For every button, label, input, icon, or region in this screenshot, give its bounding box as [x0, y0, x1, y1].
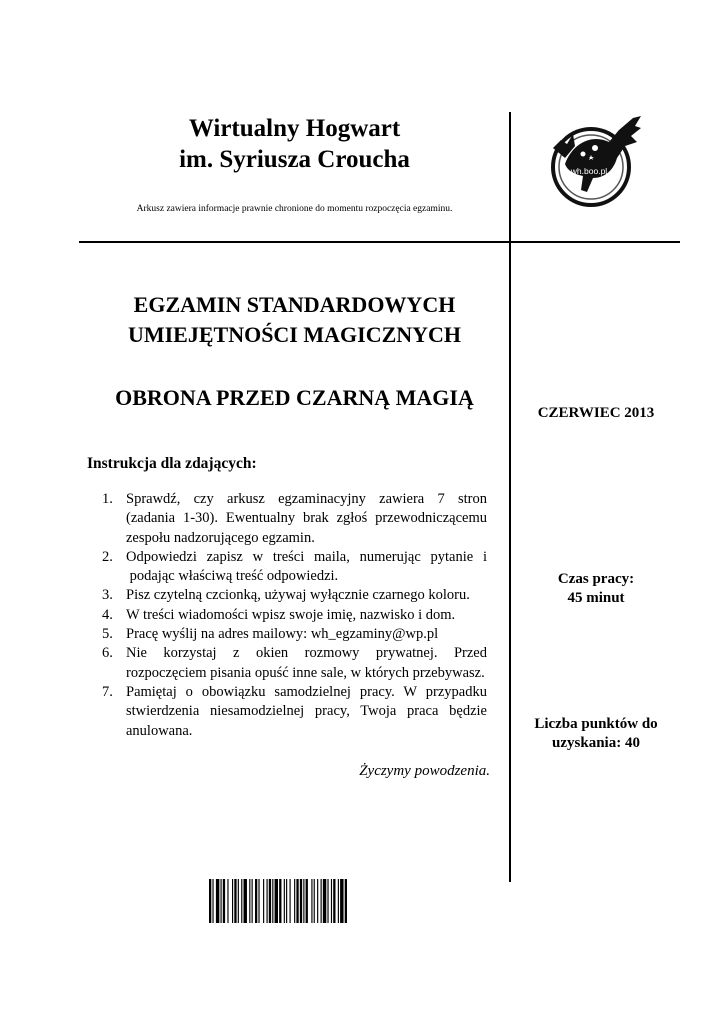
barcode-bar — [303, 879, 304, 923]
barcode-bar — [234, 879, 236, 923]
owl-seal-logo-icon — [545, 112, 645, 212]
barcode-bar — [258, 879, 259, 923]
exam-title-line1: EGZAMIN STANDARDOWYCH — [133, 292, 456, 317]
exam-duration — [511, 570, 681, 608]
vertical-divider — [509, 112, 511, 882]
barcode-bar — [314, 879, 315, 923]
barcode-bar — [279, 879, 281, 923]
instruction-item-5 — [102, 625, 487, 644]
instruction-number: 7. — [102, 683, 113, 700]
barcode-bar — [267, 879, 268, 923]
max-points — [511, 715, 681, 753]
instruction-item-7 — [102, 683, 487, 741]
barcode-bar — [241, 879, 242, 923]
duration-value: 45 minut — [567, 590, 625, 606]
barcode-bar — [275, 879, 278, 923]
instructions-list — [102, 490, 487, 741]
confidentiality-notice: Arkusz zawiera informacje prawnie chronione do momentu rozpoczęcia egzaminu. — [136, 204, 453, 214]
instructions-heading: Instrukcja dla zdających: — [87, 455, 257, 472]
instruction-item-6 — [102, 644, 487, 683]
instruction-item-3 — [102, 586, 487, 605]
school-name-line1: Wirtualny Hogwart — [188, 115, 401, 142]
points-line2: uzyskania: 40 — [552, 735, 640, 751]
barcode-bar — [345, 879, 347, 923]
barcode-bar — [331, 879, 332, 923]
barcode-bar — [212, 879, 213, 923]
barcode-bar — [338, 879, 339, 923]
instruction-number: 5. — [102, 626, 113, 643]
barcode-bar — [221, 879, 222, 923]
barcode-bar — [232, 879, 233, 923]
barcode-bar — [290, 879, 291, 923]
instruction-item-4 — [102, 606, 487, 625]
barcode-bar — [238, 879, 239, 923]
barcode-bar — [249, 879, 250, 923]
barcode-bar — [284, 879, 285, 923]
instruction-number: 4. — [102, 606, 113, 623]
exam-date: CZERWIEC 2013 — [537, 405, 655, 421]
barcode-bar — [327, 879, 328, 923]
instruction-line: Sprawdź, czy arkusz egzaminacyjny zawiera 7 stron — [126, 491, 487, 507]
instruction-item-1 — [102, 490, 487, 548]
closing-wish: Życzymy powodzenia. — [359, 763, 490, 779]
barcode-bar — [296, 879, 298, 923]
barcode-bar — [306, 879, 308, 923]
barcode-bar — [300, 879, 302, 923]
barcode-bar — [216, 879, 219, 923]
barcode-bar — [223, 879, 225, 923]
instruction-line: zespołu nadzorującego egzamin. — [126, 529, 315, 546]
instruction-line: rozpoczęciem pisania opuść inne sale, w których przebywasz. — [126, 664, 485, 681]
barcode-bar — [340, 879, 343, 923]
exam-title — [80, 290, 509, 350]
instruction-line: anulowana. — [126, 722, 193, 739]
barcode-bar — [263, 879, 264, 923]
instruction-line: Odpowiedzi zapisz w treści maila, numerując pytanie i — [126, 548, 487, 565]
duration-label: Czas pracy: — [557, 571, 635, 587]
instruction-number: 6. — [102, 645, 113, 662]
horizontal-divider — [79, 241, 680, 243]
instruction-line: Nie korzystaj z okien rozmowy prywatnej. Przed — [126, 645, 487, 662]
instruction-line: Pracę wyślij na adres mailowy: wh_egzaminy@wp.pl — [126, 626, 439, 643]
school-name — [80, 113, 509, 175]
logo-text: wh.boo.pl — [570, 166, 608, 176]
school-name-line2: im. Syriusza Croucha — [179, 146, 410, 173]
barcode-bar — [323, 879, 326, 923]
barcode-bar — [311, 879, 312, 923]
instruction-line: (zadania 1-30). Ewentualny brak zgłoś przewodniczącemu — [126, 510, 487, 527]
instruction-line: Pamiętaj o obowiązku samodzielnej pracy. W przypadku — [126, 683, 487, 700]
barcode-bar — [209, 879, 211, 923]
barcode-bar — [317, 879, 318, 923]
instruction-line: Pisz czytelną czcionką, używaj wyłącznie czarnego koloru. — [126, 587, 470, 604]
barcode-bar — [294, 879, 295, 923]
exam-title-line2: UMIEJĘTNOŚCI MAGICZNYCH — [127, 322, 462, 347]
barcode-bar — [252, 879, 253, 923]
barcode-bar — [333, 879, 335, 923]
barcode-icon — [209, 879, 404, 923]
barcode-bar — [321, 879, 322, 923]
instruction-line: W treści wiadomości wpisz swoje imię, nazwisko i dom. — [126, 606, 456, 623]
instruction-line: podając właściwą treść odpowiedzi. — [126, 568, 339, 585]
instruction-number: 1. — [102, 491, 113, 507]
barcode-bar — [244, 879, 247, 923]
barcode-bar — [255, 879, 257, 923]
instruction-number: 2. — [102, 548, 113, 565]
barcode-bar — [227, 879, 228, 923]
points-line1: Liczba punktów do — [534, 716, 658, 732]
exam-subject: OBRONA PRZED CZARNĄ MAGIĄ — [115, 385, 474, 410]
barcode-bar — [272, 879, 273, 923]
instruction-number: 3. — [102, 587, 113, 604]
instruction-line: stwierdzenia niesamodzielnej pracy, Twoja praca będzie — [126, 703, 487, 720]
instruction-item-2 — [102, 548, 487, 587]
barcode-bar — [269, 879, 271, 923]
barcode-bar — [286, 879, 287, 923]
